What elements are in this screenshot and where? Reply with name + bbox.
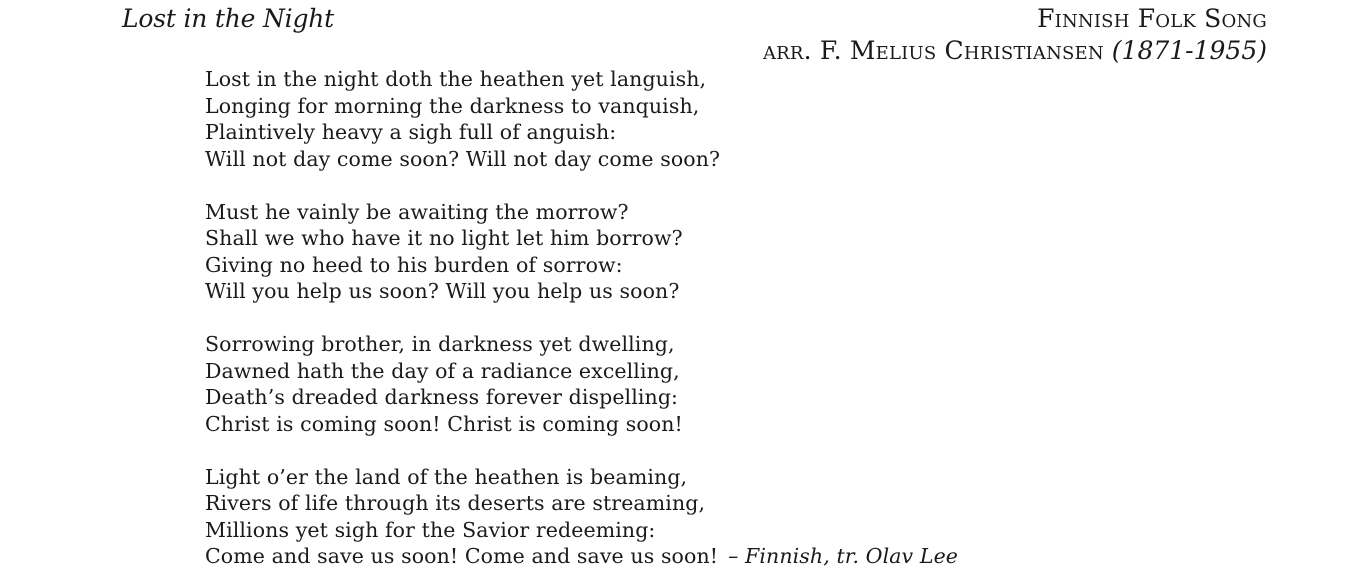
arranger-years: (1871-1955) xyxy=(1111,36,1267,65)
stanza-1 xyxy=(205,66,958,172)
stanza-2 xyxy=(205,199,958,305)
verse-line: Shall we who have it no light let him borrow? xyxy=(205,226,683,250)
poem-text xyxy=(205,66,958,570)
arranger-line xyxy=(763,35,1267,67)
hymn-title: Lost in the Night xyxy=(122,4,335,33)
verse-line: Lost in the night doth the heathen yet languish, xyxy=(205,67,707,91)
stanza-4 xyxy=(205,464,958,570)
translation-credit: – Finnish, tr. Olav Lee xyxy=(728,544,959,568)
last-verse-line xyxy=(205,543,958,570)
verse-line: Death’s dreaded darkness forever dispelling: xyxy=(205,385,679,409)
source-text: Finnish Folk Song xyxy=(1037,4,1267,33)
verse-line-text: Come and save us soon! Come and save us soon! xyxy=(205,544,719,568)
stanza-3 xyxy=(205,331,958,437)
verse-line: Rivers of life through its deserts are streaming, xyxy=(205,491,706,515)
verse-line: Giving no heed to his burden of sorrow: xyxy=(205,252,623,277)
verse-line: Millions yet sigh for the Savior redeeming: xyxy=(205,517,656,542)
verse-line: Dawned hath the day of a radiance excelling, xyxy=(205,358,680,383)
verse-line: Must he vainly be awaiting the morrow? xyxy=(205,199,629,224)
verse-line: Longing for morning the darkness to vanquish, xyxy=(205,93,700,118)
arranger-name: arr. F. Melius Christiansen xyxy=(762,36,1104,65)
verse-line: Will not day come soon? Will not day come soon? xyxy=(205,146,721,171)
verse-line: Light o’er the land of the heathen is beaming, xyxy=(205,464,688,489)
source-line xyxy=(763,3,1267,35)
verse-line: Sorrowing brother, in darkness yet dwelling, xyxy=(205,332,675,356)
verse-line: Christ is coming soon! Christ is coming soon! xyxy=(205,411,683,436)
verse-line: Will you help us soon? Will you help us soon? xyxy=(205,279,680,303)
attribution-block xyxy=(763,3,1267,67)
verse-line: Plaintively heavy a sigh full of anguish: xyxy=(205,120,617,144)
